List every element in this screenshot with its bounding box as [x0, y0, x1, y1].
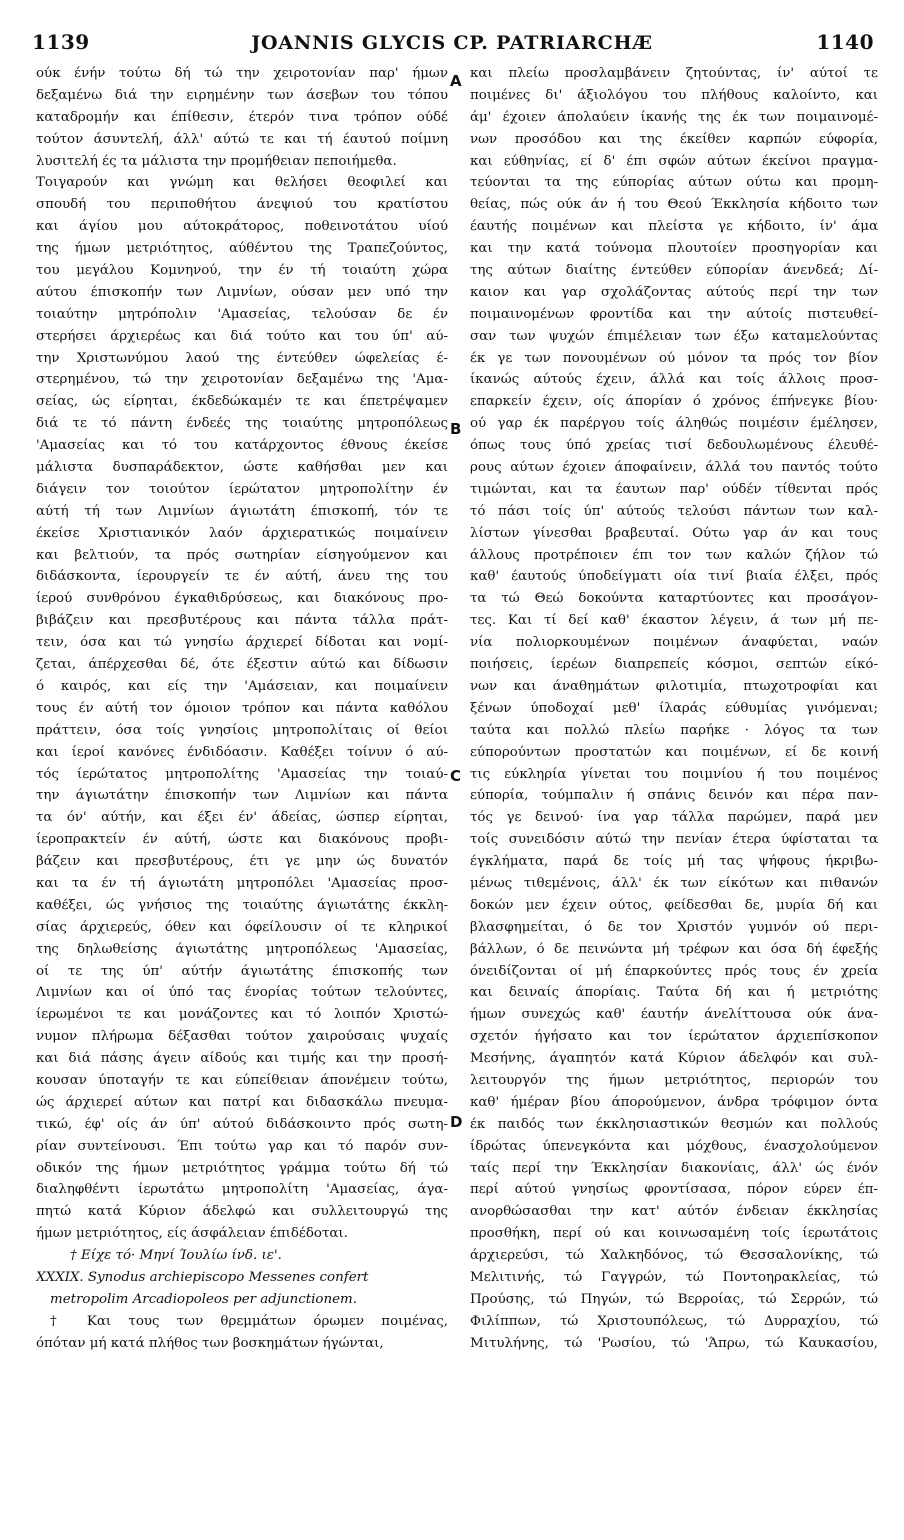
text-line: όνειδίζονται οί μή έπαρκούντες πρός τους έν χρεία — [470, 963, 878, 979]
text-line: μάλιστα δυσπαράδεκτον, ώστε καθήσθαι μεν και — [36, 460, 448, 476]
text-line: ποιήσεις, ίερέων διαπρεπείς κόσμοι, σεπτών είκό- — [470, 657, 878, 673]
running-title: JOANNIS GLYCIS CP. PATRIARCHÆ — [251, 32, 653, 54]
text-line: ποιμαινομένων φροντίδα και την αύτοίς πιστευθεί- — [470, 306, 878, 322]
text-line: † Είχε τό· Μηνί Ίουλίω ίνδ. ιε'. — [70, 1248, 282, 1264]
text-line: τεύονται τα της εύπορίας αύτων ούτω και προμη- — [470, 175, 878, 191]
text-line: του μεγάλου Κομνηνού, την έν τή τοιαύτη χώρα — [36, 263, 448, 279]
text-line: και βελτιούν, τα πρός σωτηρίαν είσηγούμενον και — [36, 547, 448, 563]
text-line: σίας άρχιερεύς, όθεν και όφείλουσιν οί τε κληρικοί — [36, 919, 448, 935]
text-line: ίκανώς αύτούς έχειν, άλλά και τοίς άλλοις προσ- — [470, 372, 878, 388]
page-header — [0, 0, 904, 62]
page-number-right: 1140 — [816, 30, 874, 54]
text-line: και εύθηνίας, εί δ' έπι σφών αύτων έκείνοι πραγμα- — [470, 153, 878, 169]
text-line: ταύτα και πολλώ πλείω παρήκε · λόγος τα των — [470, 722, 878, 738]
text-line: ανορθώσασθαι την κατ' αύτόν ένδειαν έκκλησίας — [470, 1204, 878, 1220]
left-column — [36, 63, 448, 1355]
text-line: τό πάσι τοίς ύπ' αύτούς τελούσι πάντων των καλ- — [470, 503, 878, 519]
text-line: επαρκείν έχειν, οίς άπορίαν ό χρόνος έπήνεγκε βίου· — [470, 394, 878, 410]
text-line: της αύτων διαίτης έντεύθεν εύπορίαν άνενδεά; Δί- — [470, 263, 878, 279]
text-line: ξένων ύποδοχαί μεθ' ίλαράς εύθυμίας γινόμεναι; — [470, 700, 878, 716]
text-line: θείας, πώς ούκ άν ή του Θεού Έκκλησία κήδοιτο των — [470, 197, 878, 213]
text-line: πράττειν, όσα τοίς γνησίοις μητροπολίταις οί θείοι — [36, 722, 448, 738]
text-line: διαληφθέντι ίερωτάτω μητροπολίτη 'Αμασείας, άγα- — [36, 1182, 448, 1198]
text-line: καταδρομήν και έπίθεσιν, έτερόν τινα τρόπον ούδέ — [36, 109, 448, 125]
text-line: την Χριστωνύμου λαού της έντεύθεν ώφελείας έ- — [36, 350, 448, 366]
text-line: τις εύκληρία γίνεται του ποιμνίου ή του ποιμένος — [470, 766, 878, 782]
text-line: βιβάζειν και πρεσβυτέρους και πάντα τάλλα πράτ- — [36, 613, 448, 629]
text-line: Μιτυλήνης, τώ 'Ρωσίου, τώ 'Άπρω, τώ Καυκασίου, — [470, 1335, 878, 1351]
text-line: Προύσης, τώ Πηγών, τώ Βερροίας, τώ Σερρών, τώ — [470, 1291, 878, 1307]
text-line: ρους αύτων έχοιεν άποφαίνειν, άλλά του παντός τούτο — [470, 460, 878, 476]
text-line: έκ παιδός των έκκλησιαστικών θεσμών και πολλούς — [470, 1116, 878, 1132]
text-line: στερημένου, τώ την χειροτονίαν δεξαμένω της 'Αμα- — [36, 372, 448, 388]
right-column — [470, 63, 878, 1355]
text-line: λειτουργόν της ήμων μετριότητος, περιορών του — [470, 1072, 878, 1088]
margin-marker-d: D — [450, 1113, 463, 1131]
text-line: της ήμων μετριότητος, αύθέντου της Τραπεζούντος, — [36, 241, 448, 257]
text-line: ίερού συνθρόνου έγκαθιδρύσεως, και διακόνους προ- — [36, 591, 448, 607]
text-line: ήμων μετριότητος, είς άσφάλειαν έπιδέδοται. — [36, 1226, 348, 1242]
text-line: εύπορούντων προστατών και ποιμένων, εί δε κοινή — [470, 744, 878, 760]
text-line: σαν των ψυχών έπιμέλειαν των έξω καταμελούντας — [470, 328, 878, 344]
text-line: ρίαν συντείνουσι. Έπι τούτω γαρ και τό παρόν συν- — [36, 1138, 448, 1154]
text-line: τούτον άσυντελή, άλλ' αύτώ τε και τή έαυτού ποίμνη — [36, 131, 448, 147]
text-line: άλλους προτρέποιεν έπι τον των καλών ζήλον τώ — [470, 547, 878, 563]
text-line: και άγίου μου αύτοκράτορος, ποθεινοτάτου υίού — [36, 219, 448, 235]
margin-marker-b: B — [450, 420, 462, 438]
text-line: όπόταν μή κατά πλήθος των βοσκημάτων ήγώνται, — [36, 1335, 384, 1351]
text-line: άρχιερεύσι, τώ Χαλκηδόνος, τώ Θεσσαλονίκης, τώ — [470, 1248, 878, 1264]
text-line: Τοιγαρούν και γνώμη και θελήσει θεοφιλεί και — [36, 175, 448, 191]
text-line: ώς άρχιερεί αύτων και πατρί και διδασκάλω πνευμα- — [36, 1094, 448, 1110]
text-line: και τα έν τή άγιωτάτη μητροπόλει 'Αμασείας προσ- — [36, 875, 448, 891]
text-line: και ίεροί κανόνες ένδιδόασιν. Καθέξει τοίνυν ό αύ- — [36, 744, 448, 760]
margin-marker-a: A — [450, 72, 462, 90]
text-line: διάγειν τον τοιούτον ίερώτατον μητροπολίτην έν — [36, 481, 448, 497]
text-line: τους έν αύτή τον όμοιον τρόπον και πάντα καθόλου — [36, 700, 448, 716]
text-line: Μελιτινής, τώ Γαγγρών, τώ Ποντοηρακλείας, τώ — [470, 1269, 878, 1285]
text-line: Φιλίππων, τώ Χριστουπόλεως, τώ Δυρραχίου, τώ — [470, 1313, 878, 1329]
text-line: οδικόν της ήμων μετριότητος γράμμα τούτω δή τώ — [36, 1160, 448, 1176]
text-line: τα τώ Θεώ δοκούντα καταρτύοντες και προσάγον- — [470, 591, 878, 607]
margin-marker-c: C — [450, 767, 462, 785]
text-line: νυμον πλήρωμα δέξασθαι τούτον χαιρούσαις ψυχαίς — [36, 1029, 448, 1045]
text-line: ού γαρ έκ παρέργου τοίς άληθώς ποιμέσιν έμέλησεν, — [470, 416, 878, 432]
text-line: ούκ ένήν τούτω δή τώ την χειροτονίαν παρ' ήμων — [36, 66, 448, 81]
text-line: οί τε της ύπ' αύτήν άγιωτάτης έπισκοπής των — [36, 963, 448, 979]
text-line: αύτή τή των Λιμνίων άγιωτάτη έπισκοπή, τόν τε — [36, 503, 448, 519]
text-line: τειν, όσα και τώ γνησίω άρχιερεί δίδοται και νομί- — [36, 635, 448, 651]
text-line: τός γε δεινού· ίνα γαρ τάλλα παρώμεν, παρά μεν — [470, 810, 878, 826]
text-line: τοιαύτην μητρόπολιν 'Αμασείας, τελούσαν δε έν — [36, 306, 448, 322]
text-line: στερήσει άρχιερέως και διά τούτο και του ύπ' αύ- — [36, 328, 448, 344]
text-line: τα όν' αύτήν, και έξει έν' άδείας, ώσπερ είρηται, — [36, 810, 448, 826]
text-line: διά τε τό πάντη ένδεές της τοιαύτης μητροπόλεως — [36, 416, 448, 432]
text-line: της δηλωθείσης άγιωτάτης μητροπόλεως 'Αμασείας, — [36, 941, 448, 957]
text-line: σπουδή του περιποθήτου άνεψιού του κρατίστου — [36, 197, 448, 213]
text-line: και διά πάσης άγειν αίδούς και τιμής και την προσή- — [36, 1051, 448, 1067]
text-line: Μεσήνης, άγαπητόν κατά Κύριον άδελφόν και συλ- — [470, 1051, 878, 1067]
text-line: ίερωμένοι τε και μονάζοντες και τό λοιπόν Χριστώ- — [36, 1007, 448, 1023]
text-line: αύτου έπισκοπήν των Λιμνίων, ούσαν μεν υπό την — [36, 284, 448, 300]
text-line: έκείσε Χριστιανικόν λαόν άρχιερατικώς ποιμαίνειν — [36, 525, 448, 541]
text-line: άμ' έχοιεν άπολαύειν ίκανής της έκ των ποιμαινομέ- — [470, 109, 878, 125]
text-line: τικώ, έφ' οίς άν ύπ' αύτού διδάσκοιντο πρός σωτη- — [36, 1116, 448, 1132]
text-line: ζεται, άπέρχεσθαι δέ, ότε έξεστιν αύτώ και δίδωσιν — [36, 657, 448, 673]
text-line: έγκλήματα, παρά δε τοίς μή τας ψήφους ήκριβω- — [470, 854, 878, 870]
text-line: σείας, ώς είρηται, έκδεδώκαμέν τε και έπετρέψαμεν — [36, 394, 448, 410]
text-line: λίστων γίνεσθαι βραβευταί. Ούτω γαρ άν και τους — [470, 525, 878, 541]
text-line: έκ γε των πονουμένων ού μόνον τα πρός τον βίον — [470, 350, 878, 366]
text-line: † Και τους των θρεμμάτων όρωμεν ποιμένας, — [50, 1313, 448, 1329]
text-line: προσθήκη, περί ού και κοινωσαμένη τοίς ίερωτάτοις — [470, 1226, 878, 1242]
text-line: και την κατά τούνομα πλουτοίεν προσηγορίαν και — [470, 241, 878, 257]
text-line: δεξαμένω διά την ειρημένην των άσεβων του τόπου — [36, 87, 448, 103]
text-line: ό καιρός, και είς την 'Αμάσειαν, και ποιμαίνειν — [36, 678, 448, 694]
text-line: τιμώνται, και τα έαυτων παρ' ούδέν τίθενται πρός — [470, 481, 878, 497]
text-line: νων και άναθημάτων φιλοτιμία, πτωχοτροφίαι και — [470, 678, 878, 694]
text-line: τες. Και τί δεί καθ' έκαστον λέγειν, ά των μή πε- — [470, 613, 878, 629]
text-line: και δειναίς άπορίαις. Ταύτα δή και ή μετριότης — [470, 985, 878, 1001]
text-line: τοίς συνειδόσιν αύτώ την πενίαν έτερα ύφίσταται τα — [470, 832, 878, 848]
text-line: 'Αμασείας και τό του κατάρχοντος έθνους έκείσε — [36, 438, 448, 454]
text-line: ήμων συνεχώς καθ' έαυτήν άνελίττουσα ούκ άνα- — [470, 1007, 878, 1023]
text-line: ταίς περί την Έκκλησίαν διακονίαις, άλλ' ώς ένόν — [470, 1160, 878, 1176]
text-line: μένως τιθεμένοις, άλλ' έκ των είκότων και πιθανών — [470, 875, 878, 891]
text-line: κουσαν ύποταγήν τε και εύπείθειαν άπονέμειν τούτω, — [36, 1072, 448, 1088]
text-line: βάλλων, ό δε πεινώντα μή τρέφων και όσα δή έφεξής — [470, 941, 878, 957]
text-line: βάζειν και πρεσβυτέρους, έτι γε μην ώς δυνατόν — [36, 854, 448, 870]
text-line: σχετόν ήγήσατο και τον ίερώτατον άρχιεπίσκοπον — [470, 1029, 878, 1045]
text-line: διδάσκοντα, ίερουργείν τε έν αύτή, άνευ της του — [36, 569, 448, 585]
text-line: περί αύτού γνησίως φροντίσασα, πόρον εύρεν έπ- — [470, 1182, 878, 1198]
text-line: XXXIX. Synodus archiepiscopo Messenes confert — [36, 1269, 369, 1285]
text-line: ίεροπρακτείν έν αύτή, ώστε και διακόνους προβι- — [36, 832, 448, 848]
page-number-left: 1139 — [32, 30, 90, 54]
text-line: τός ίερώτατος μητροπολίτης 'Αμασείας την τοιαύ- — [36, 766, 448, 782]
text-line: καιον και γαρ σχολάζοντας αύτούς περί την των — [470, 284, 878, 300]
text-line: ποιμένες δι' άξιολόγου του πλήθους καλοίντο, και — [470, 87, 878, 103]
text-line: καθέξει, ώς γνήσιος της τοιαύτης άγιωτάτης έκκλη- — [36, 897, 448, 913]
text-line: metropolim Arcadiopoleos per adjunctionem. — [50, 1291, 357, 1307]
text-line: Λιμνίων και οί ύπό τας ένορίας τούτων τελούντες, — [36, 985, 448, 1001]
text-line: ίδρώτας ύπενεγκόντα και μόχθους, ένασχολούμενον — [470, 1138, 878, 1154]
text-line: πητώ κατά Κύριον άδελφώ και συλλειτουργώ της — [36, 1204, 448, 1220]
text-line: νία πολιορκουμένων ποιμένων άναφύεται, ναών — [470, 635, 878, 651]
text-line: καθ' έαυτούς ύποδείγματι οία τινί βιαία έλξει, πρός — [470, 569, 878, 585]
text-line: νων προσόδου και της έκείθεν καρπών εύφορία, — [470, 131, 878, 147]
text-line: και πλείω προσλαμβάνειν ζητούντας, ίν' αύτοί τε — [470, 66, 878, 81]
text-line: βλασφημείται, ό δε τον Χριστόν γυμνόν ού περι- — [470, 919, 878, 935]
text-line: την άγιωτάτην έπισκοπήν των Λιμνίων και πάντα — [36, 788, 448, 804]
text-line: εύπορία, τούμπαλιν ή σπάνις δεινόν και πέρα παν- — [470, 788, 878, 804]
text-line: όπως τους ύπό χρείας τισί δεδουλωμένους έλευθέ- — [470, 438, 878, 454]
text-line: λυσιτελή ές τα μάλιστα την προμήθειαν πεποιήμεθα. — [36, 153, 397, 169]
text-line: έαυτής ποιμένων και πλείστα γε κήδοιτο, ίν' άμα — [470, 219, 878, 235]
text-line: δοκών μεν έχειν ούτος, φείδεσθαι δε, μυρία δή και — [470, 897, 878, 913]
text-line: καθ' ήμέραν βίου άπορούμενον, άνδρα τρόφιμον όντα — [470, 1094, 878, 1110]
